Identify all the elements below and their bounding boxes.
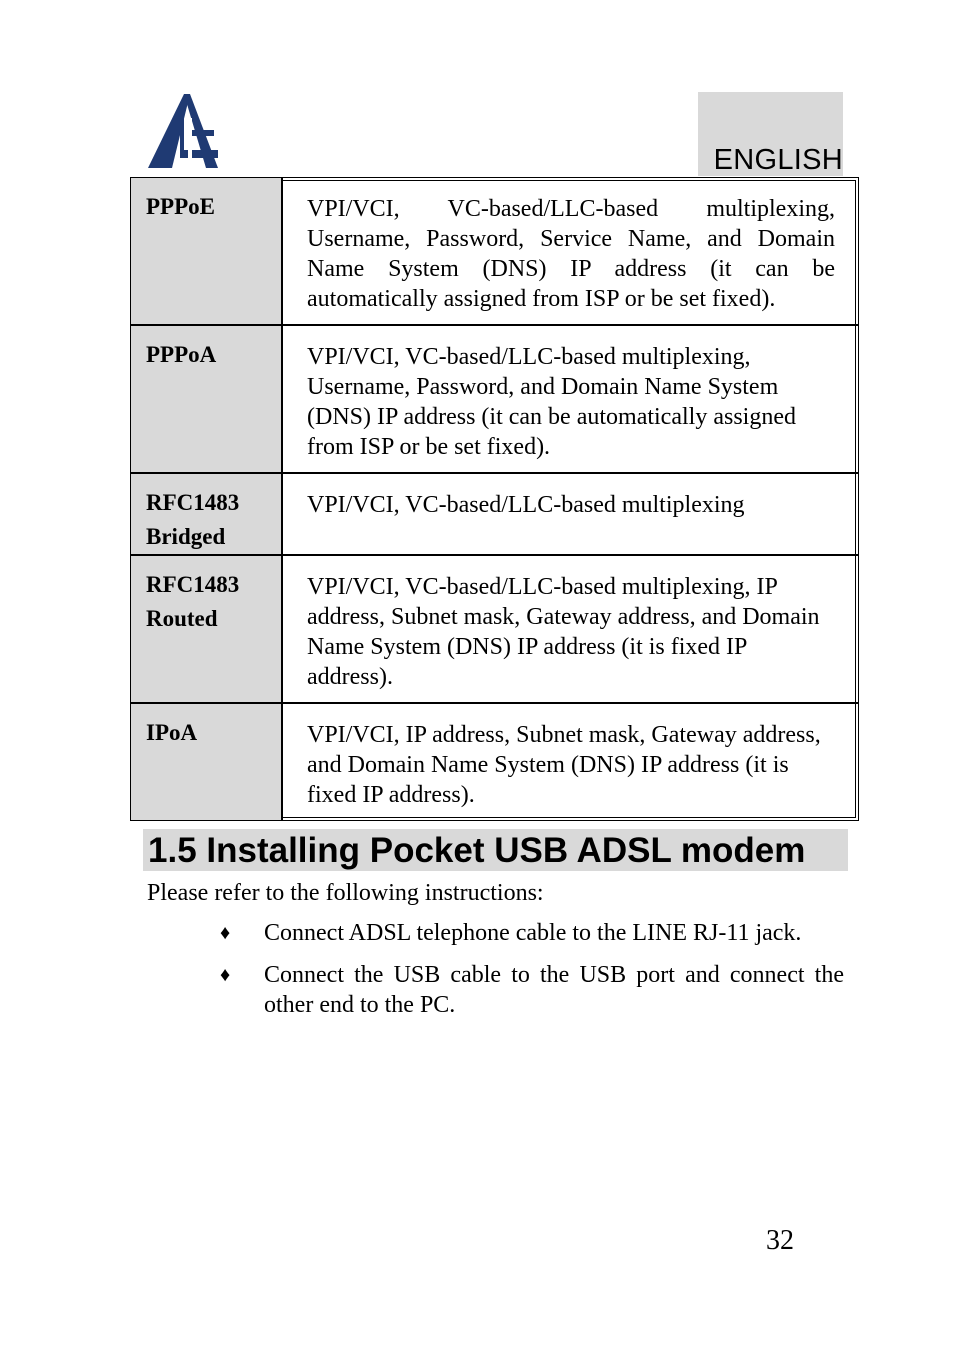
protocol-name: PPPoE	[131, 178, 283, 326]
language-label: ENGLISH	[713, 144, 843, 176]
page-number: 32	[766, 1225, 794, 1256]
protocol-name: PPPoA	[131, 326, 283, 474]
table-row	[131, 178, 858, 326]
protocol-description: VPI/VCI, IP address, Subnet mask, Gateway address, and Domain Name System (DNS) IP address (it is fixed IP address).	[307, 722, 821, 808]
instruction-list	[220, 918, 844, 1032]
language-box	[698, 92, 843, 176]
instruction-text: Connect the USB cable to the USB port and connect the other end to the PC.	[264, 962, 844, 1018]
protocol-description: VPI/VCI, VC-based/LLC-based multiplexing	[283, 474, 858, 556]
protocol-description: VPI/VCI, VC-based/LLC-based multiplexing, IP address, Subnet mask, Gateway address, and Domain Name System (DNS) IP address (it is fixed IP address).	[283, 556, 858, 704]
protocol-name: RFC1483 Bridged	[131, 474, 283, 556]
section-heading-bar	[143, 829, 848, 871]
protocol-name: RFC1483 Routed	[131, 556, 283, 704]
diamond-bullet-icon: ♦	[220, 964, 231, 986]
diamond-bullet-icon: ♦	[220, 922, 231, 944]
instruction-text: Connect ADSL telephone cable to the LINE RJ-11 jack.	[264, 920, 802, 946]
table-row	[131, 474, 858, 556]
list-item	[220, 960, 844, 1020]
atlantis-triangle-logo-icon	[146, 92, 220, 170]
section-title: 1.5 Installing Pocket USB ADSL modem	[148, 831, 806, 870]
protocol-name: IPoA	[131, 704, 283, 820]
protocol-table	[130, 177, 859, 821]
list-item	[220, 918, 844, 948]
table-row	[131, 704, 858, 820]
table-row	[131, 556, 858, 704]
protocol-description: VPI/VCI, VC-based/LLC-based multiplexing, Username, Password, Service Name, and Domain Name System (DNS) IP address (it can be automatically assigned from ISP or be set fixed).	[283, 178, 858, 326]
table-row	[131, 326, 858, 474]
protocol-description: VPI/VCI, VC-based/LLC-based multiplexing, Username, Password, and Domain Name System (DNS) IP address (it can be automatically assigned from ISP or be set fixed).	[283, 326, 858, 474]
intro-text: Please refer to the following instructions:	[147, 880, 544, 906]
atlantis-logo	[146, 92, 220, 170]
